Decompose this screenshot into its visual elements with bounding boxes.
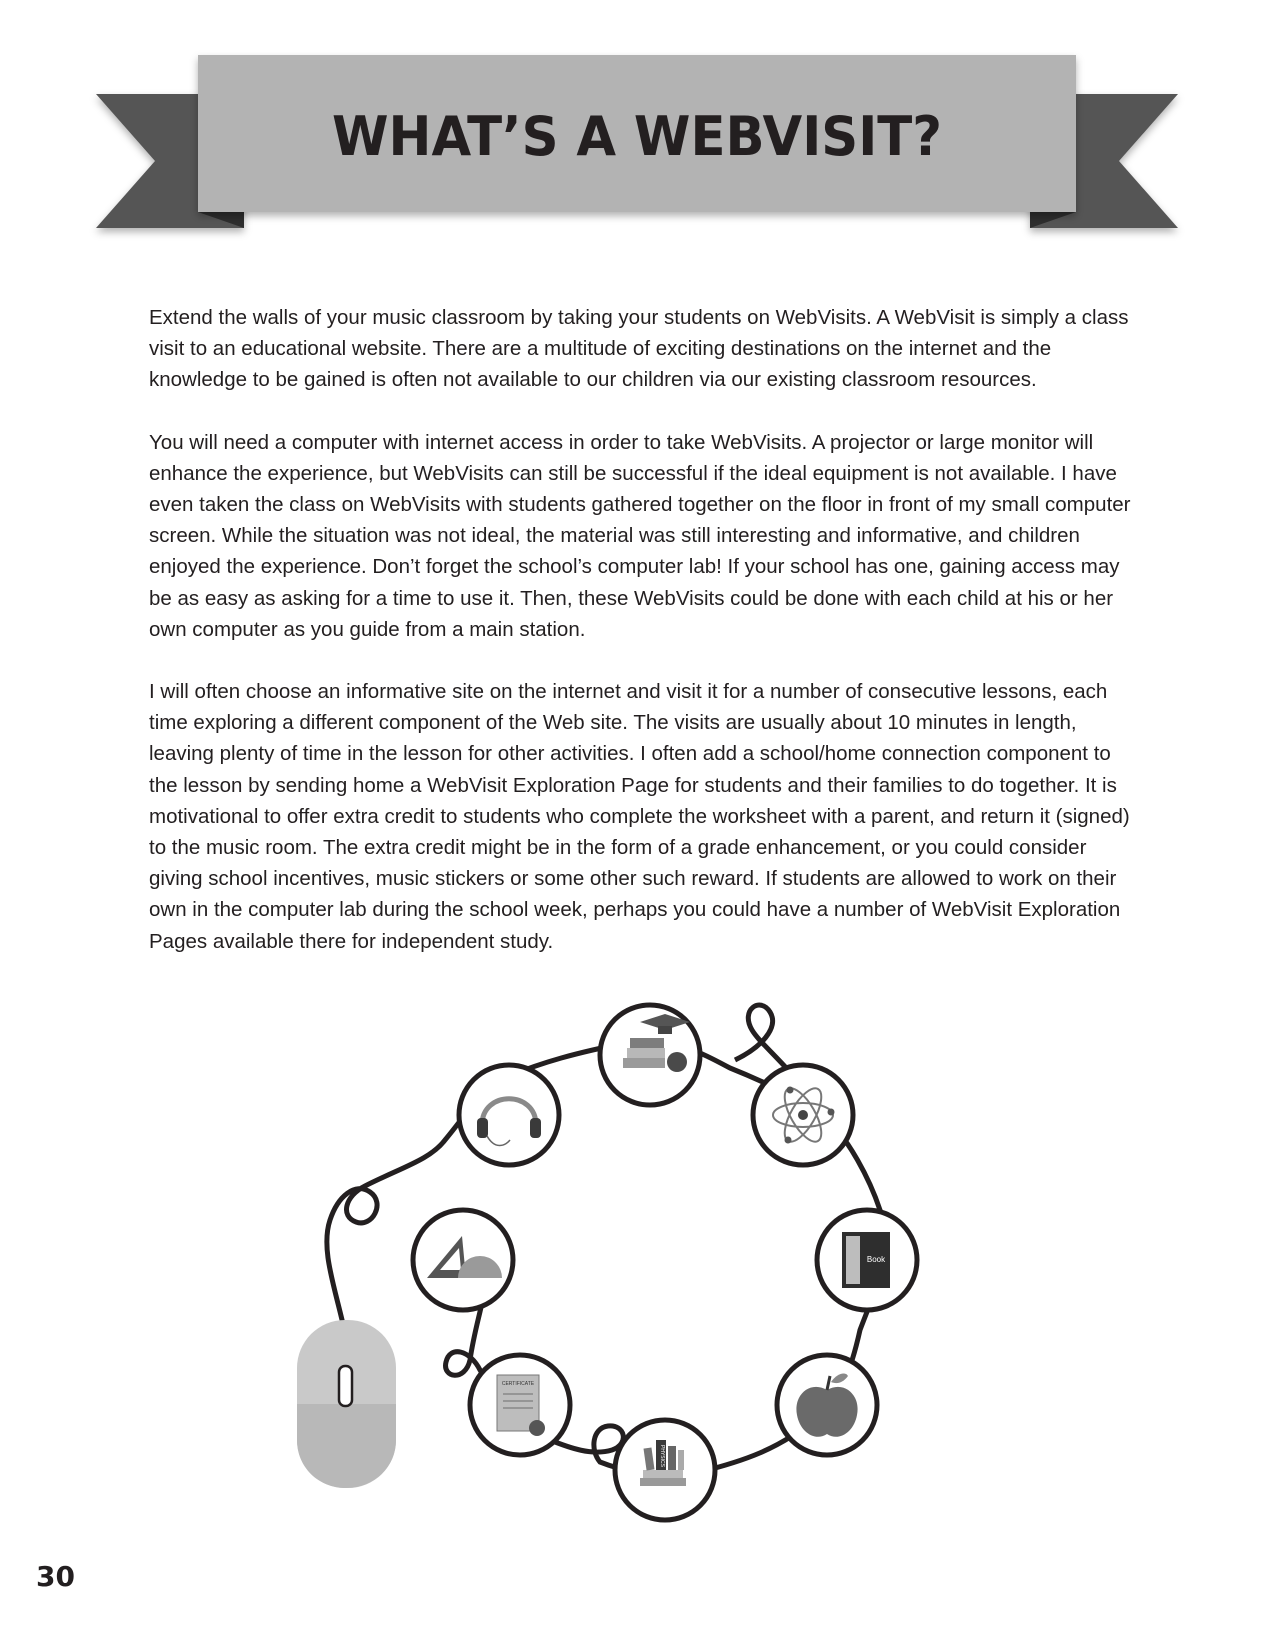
headphones-icon bbox=[459, 1065, 559, 1165]
page-number: 30 bbox=[36, 1560, 75, 1593]
page-title: WHAT’S A WEBVISIT? bbox=[332, 105, 942, 168]
webvisit-illustration bbox=[0, 980, 1275, 1540]
computer-mouse bbox=[297, 1320, 396, 1488]
book-cover-label: Book bbox=[866, 1255, 886, 1264]
physics-label: PHYSICS bbox=[659, 1445, 665, 1467]
paragraph-3: I will often choose an informative site on the internet and visit it for a number of consecutive lessons, each time exploring a different component of the Web site. The visits are usually about 10 minutes in length, leaving plenty of time in the lesson for other activities. I often add a school/home connection component to the lesson by sending home a WebVisit Exploration Page for students and their families to do together. It is motivational to offer extra credit to students who complete the worksheet with a parent, and return it (signed) to the music room. The extra credit might be in the form of a grade enhancement, or you could consider giving school incentives, music stickers or some other such reward. If students are allowed to work on their own in the computer lab during the school week, perhaps you could have a number of WebVisit Exploration Pages available there for independent study. bbox=[149, 680, 1130, 953]
graduation-icon bbox=[600, 1005, 700, 1105]
title-banner bbox=[0, 0, 1275, 260]
body-text bbox=[149, 302, 1134, 988]
atom-icon bbox=[753, 1065, 853, 1165]
book-icon bbox=[817, 1210, 917, 1310]
protractor-ruler-icon bbox=[413, 1210, 513, 1310]
certificate-icon bbox=[470, 1355, 570, 1455]
certificate-label: CERTIFICATE bbox=[501, 1381, 535, 1387]
paragraph-2: You will need a computer with internet access in order to take WebVisits. A projector or large monitor will enhance the experience, but WebVisits can still be successful if the ideal equipment is not available. I have even taken the class on WebVisits with students gathered together on the floor in front of my small computer screen. While the situation was not ideal, the material was still interesting and informative, and children enjoyed the experience. Don’t forget the school’s computer lab! If your school has one, gaining access may be as easy as asking for a time to use it. Then, these WebVisits could be done with each child at his or her own computer as you guide from a main station. bbox=[149, 430, 1131, 641]
books-stack-icon bbox=[615, 1420, 715, 1520]
paragraph-1: Extend the walls of your music classroom by taking your students on WebVisits. A WebVisit is simply a class visit to an educational website. There are a multitude of exciting destinations on the internet and the knowledge to be gained is often not available to our children via our existing classroom resources. bbox=[149, 306, 1129, 392]
apple-icon bbox=[777, 1355, 877, 1455]
